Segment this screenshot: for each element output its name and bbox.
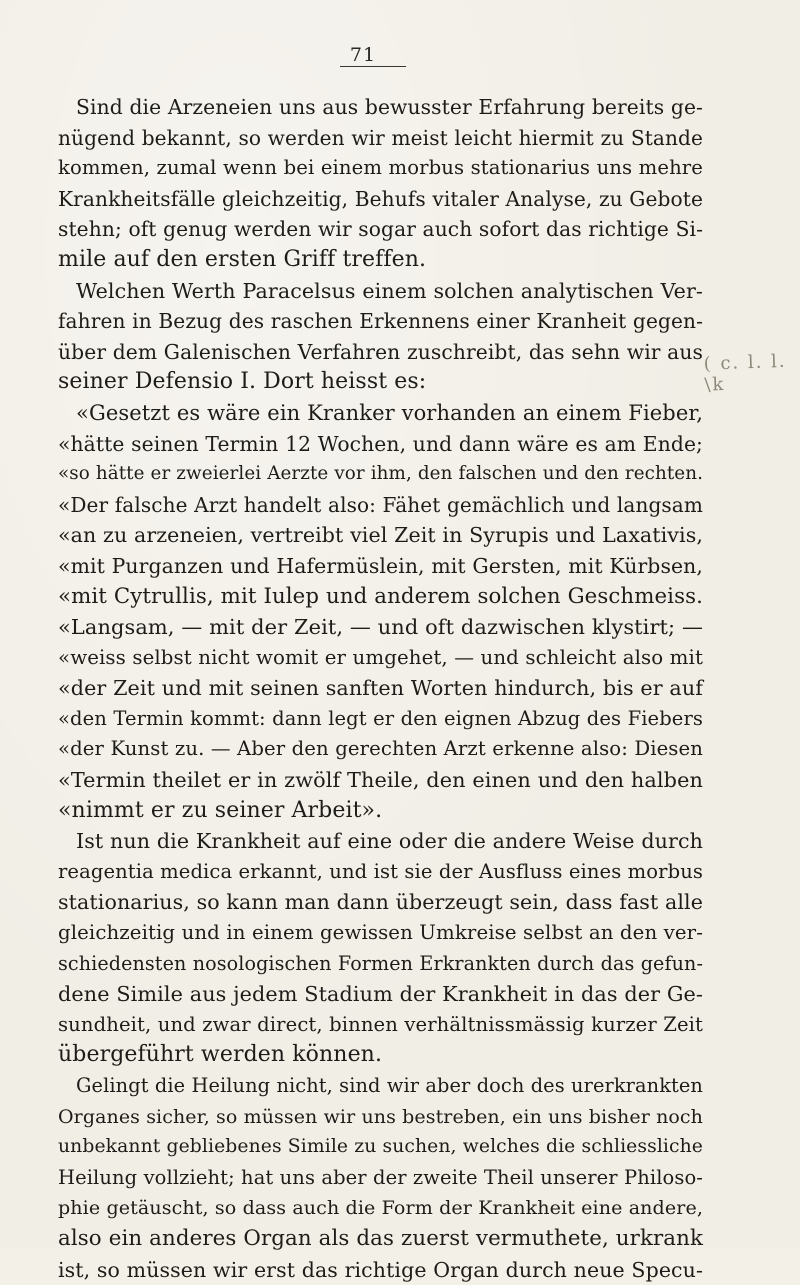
text-line: Organes sicher, so müssen wir uns bestreben, ein uns bisher noch bbox=[58, 1105, 703, 1128]
text-line: also ein anderes Organ als das zuerst vermuthete, urkrank bbox=[58, 1225, 703, 1251]
text-line: «mit Cytrullis, mit Iulep und anderem solchen Geschmeiss. bbox=[58, 583, 703, 609]
text-line: reagentia medica erkannt, und ist sie der Ausfluss eines morbus bbox=[58, 859, 703, 883]
text-line: stationarius, so kann man dann überzeugt sein, dass fast alle bbox=[58, 890, 703, 915]
text-line: sundheit, und zwar direct, binnen verhältnissmässig kurzer Zeit bbox=[58, 1012, 703, 1036]
text-line: «hätte seinen Termin 12 Wochen, und dann wäre es am Ende; bbox=[58, 431, 703, 456]
text-line: seiner Defensio I. Dort heisst es: bbox=[58, 369, 427, 395]
text-line: «mit Purganzen und Hafermüslein, mit Gersten, mit Kürbsen, bbox=[58, 553, 703, 578]
text-line: «so hätte er zweierlei Aerzte vor ihm, den falschen und den rechten. bbox=[58, 463, 703, 485]
text-line: dene Simile aus jedem Stadium der Krankheit in das der Ge- bbox=[58, 982, 703, 1007]
text-line: «Gesetzt es wäre ein Kranker vorhanden an einem Fieber, bbox=[76, 400, 703, 425]
text-line: Welchen Werth Paracelsus einem solchen analytischen Ver- bbox=[76, 278, 703, 303]
margin-note: ( c. l. l. \k bbox=[703, 350, 787, 396]
text-line: stehn; oft genug werden wir sogar auch sofort das richtige Si- bbox=[58, 217, 703, 242]
text-line: «weiss selbst nicht womit er umgehet, — und schleicht also mit bbox=[58, 645, 703, 669]
text-line: phie getäuscht, so dass auch die Form der Krankheit eine andere, bbox=[58, 1197, 703, 1220]
text-line: nügend bekannt, so werden wir meist leicht hiermit zu Stande bbox=[58, 125, 703, 150]
text-line: schiedensten nosologischen Formen Erkrankten durch das gefun- bbox=[58, 951, 703, 975]
text-line: kommen, zumal wenn bei einem morbus stationarius uns mehre bbox=[58, 156, 703, 180]
text-line: «nimmt er zu seiner Arbeit». bbox=[58, 797, 383, 823]
text-line: übergeführt werden können. bbox=[58, 1042, 383, 1068]
text-line: Ist nun die Krankheit auf eine oder die andere Weise durch bbox=[76, 829, 703, 854]
text-line: unbekannt gebliebenes Simile zu suchen, welches die schliessliche bbox=[58, 1136, 703, 1158]
text-line: über dem Galenischen Verfahren zuschreibt, das sehn wir aus bbox=[58, 339, 703, 364]
text-line: gleichzeitig und in einem gewissen Umkreise selbst an den ver- bbox=[58, 921, 703, 945]
text-line: fahren in Bezug des raschen Erkennens einer Kranheit gegen- bbox=[58, 309, 703, 334]
text-line: ist, so müssen wir erst das richtige Organ durch neue Specu- bbox=[58, 1257, 703, 1282]
text-line: «Der falsche Arzt handelt also: Fähet gemächlich und langsam bbox=[58, 492, 703, 517]
text-line: «an zu arzeneien, vertreibt viel Zeit in Syrupis und Laxativis, bbox=[58, 523, 703, 548]
text-line: «Langsam, — mit der Zeit, — und oft dazwischen klystirt; — bbox=[58, 615, 703, 640]
page-number-rule bbox=[340, 66, 406, 67]
text-line: Krankheitsfälle gleichzeitig, Behufs vitaler Analyse, zu Gebote bbox=[58, 186, 703, 211]
text-line: Heilung vollzieht; hat uns aber der zweite Theil unserer Philoso- bbox=[58, 1165, 703, 1189]
body-text bbox=[58, 92, 703, 1285]
text-line: «der Kunst zu. — Aber den gerechten Arzt erkenne also: Diesen bbox=[58, 737, 703, 761]
text-line: mile auf den ersten Griff treffen. bbox=[58, 246, 427, 272]
page-number: 71 bbox=[349, 44, 377, 66]
text-line: «den Termin kommt: dann legt er den eignen Abzug des Fiebers bbox=[58, 706, 703, 730]
text-line: Gelingt die Heilung nicht, sind wir aber doch des urerkrankten bbox=[76, 1074, 703, 1097]
text-line: «der Zeit und mit seinen sanften Worten hindurch, bis er auf bbox=[58, 676, 703, 701]
text-line: «Termin theilet er in zwölf Theile, den einen und den halben bbox=[58, 768, 703, 793]
text-line: Sind die Arzeneien uns aus bewusster Erfahrung bereits ge- bbox=[76, 95, 703, 119]
